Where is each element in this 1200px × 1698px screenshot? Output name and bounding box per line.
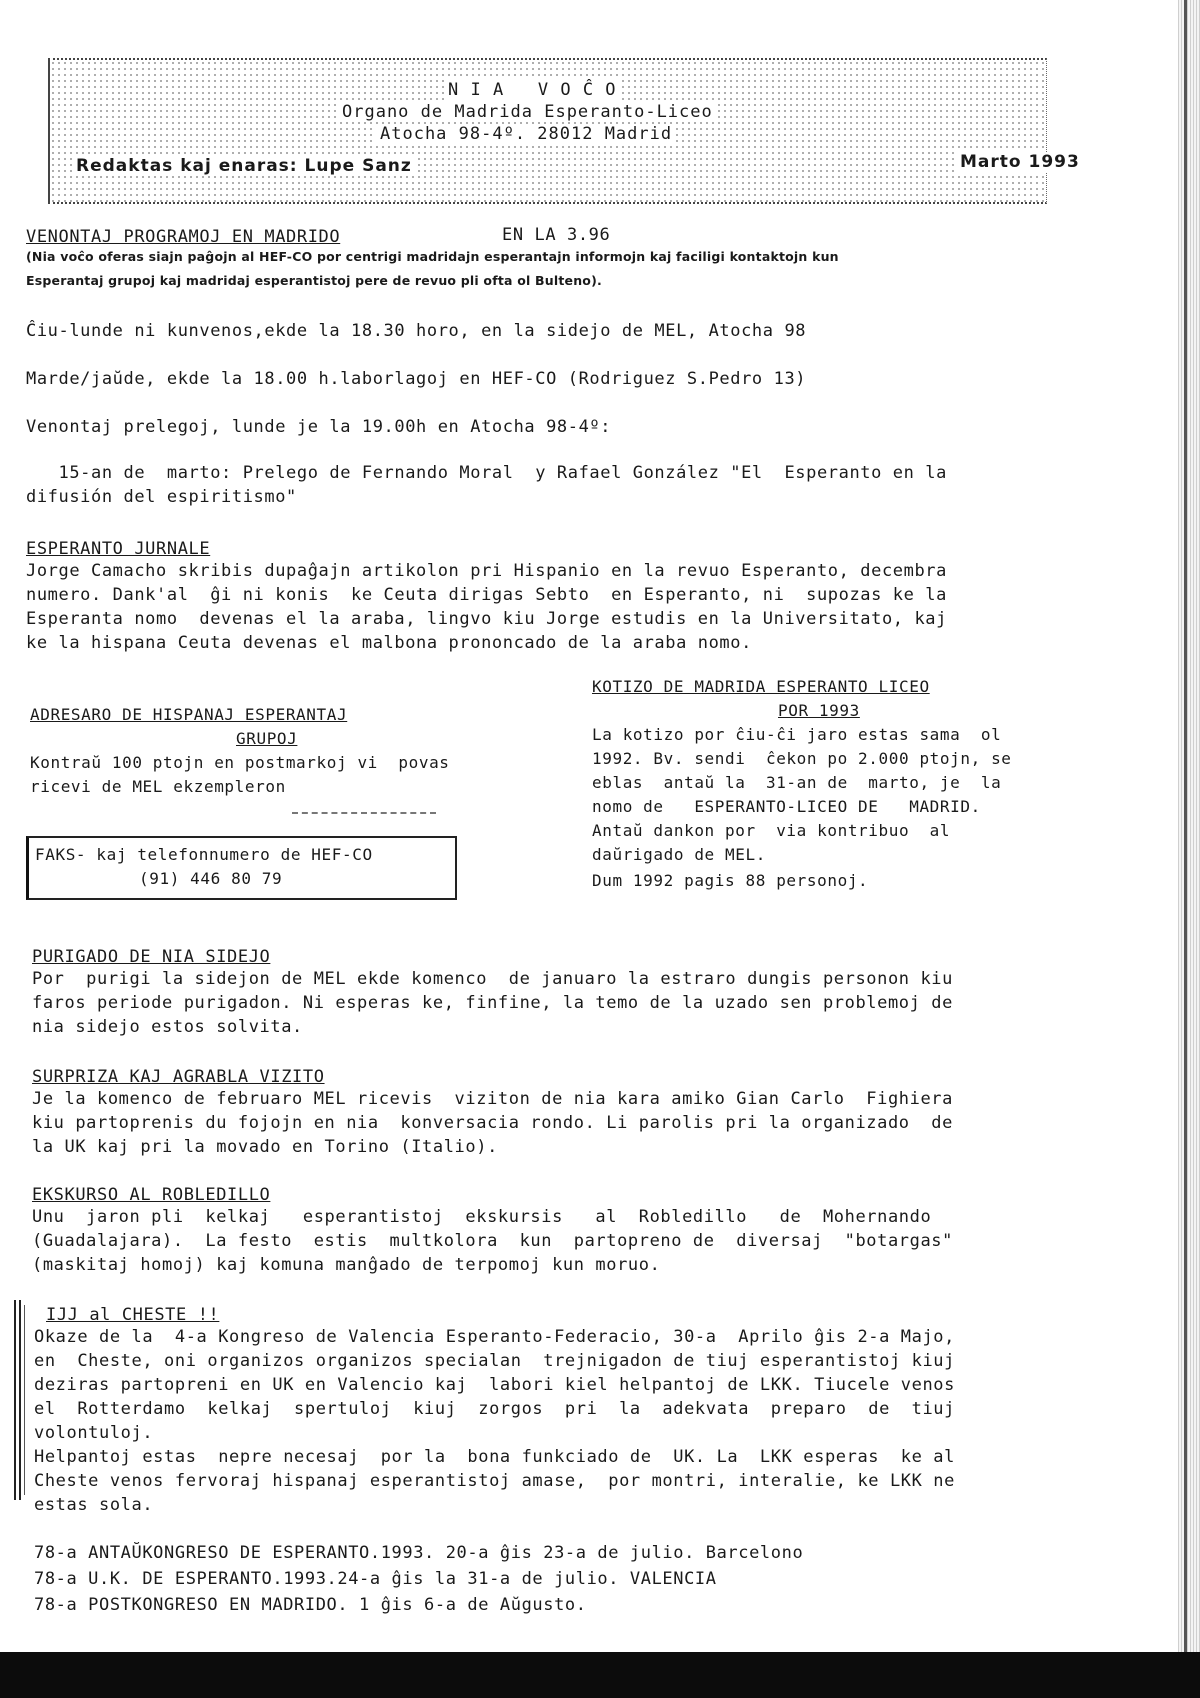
masthead-subtitle: Organo de Madrida Esperanto-Liceo	[338, 102, 717, 122]
surpriza-line: la UK kaj pri la movado en Torino (Italio).	[32, 1137, 498, 1157]
event-line: 78-a U.K. DE ESPERANTO.1993.24-a ĝis la 31-a de julio. VALENCIA	[34, 1569, 717, 1589]
purigado-line: nia sidejo estos solvita.	[32, 1017, 303, 1037]
masthead-date: Marto 1993	[956, 152, 1084, 172]
cheste-line: Okaze de la 4-a Kongreso de Valencia Esperanto-Federacio, 30-a Aprilo ĝis 2-a Majo,	[34, 1327, 955, 1347]
programs-heading: VENONTAJ PROGRAMOJ EN MADRIDO	[26, 227, 341, 247]
programs-note-line2: Esperantaj grupoj kaj madridaj esperantistoj pere de revuo pli ofta ol Bulteno).	[26, 273, 602, 288]
fax-box	[26, 836, 457, 900]
kotizo-line: daŭrigado de MEL.	[592, 845, 766, 864]
kotizo-line: nomo de ESPERANTO-LICEO DE MADRID.	[592, 797, 981, 816]
kotizo-line: eblas antaŭ la 31-an de marto, je la	[592, 773, 1002, 792]
cheste-line: Helpantoj estas nepre necesaj por la bona funkciado de UK. La LKK esperas ke al	[34, 1447, 955, 1467]
ekskurso-line: (Guadalajara). La festo estis multkolora kun partopreno de diversaj "botargas"	[32, 1231, 953, 1251]
kotizo-line: La kotizo por ĉiu-ĉi jaro estas sama ol	[592, 725, 1002, 744]
surpriza-line: kiu partoprenis du fojojn en nia konversacia rondo. Li parolis pri la organizado de	[32, 1113, 953, 1133]
page-edge	[1178, 0, 1200, 1698]
cheste-heading: IJJ al CHESTE !!	[46, 1305, 220, 1325]
journal-line: numero. Dank'al ĝi ni konis ke Ceuta dirigas Sebto en Esperanto, ni supozas ke la	[26, 585, 947, 605]
programs-note-line1: (Nia voĉo oferas siajn paĝojn al HEF-CO por centrigi madridajn esperantajn informojn kaj faciligi kontaktojn kun	[26, 249, 839, 264]
adresaro-heading: ADRESARO DE HISPANAJ ESPERANTAJ	[30, 705, 348, 724]
adresaro-line1: Kontraŭ 100 ptojn en postmarkoj vi povas	[30, 753, 450, 772]
surpriza-line: Je la komenco de februaro MEL ricevis viziton de nia kara amiko Gian Carlo Fighiera	[32, 1089, 953, 1109]
fax-line1: FAKS- kaj telefonnumero de HEF-CO	[35, 845, 373, 864]
adresaro-heading-groups: GRUPOJ	[236, 729, 298, 748]
cheste-line: volontuloj.	[34, 1423, 154, 1443]
programs-line1: Ĉiu-lunde ni kunvenos,ekde la 18.30 horo, en la sidejo de MEL, Atocha 98	[26, 321, 807, 341]
purigado-line: faros periode purigadon. Ni esperas ke, finfine, la temo de la uzado sen problemoj de	[32, 993, 953, 1013]
programs-line3: Venontaj prelegoj, lunde je la 19.00h en Atocha 98-4º:	[26, 417, 612, 437]
event-line: 78-a ANTAŬKONGRESO DE ESPERANTO.1993. 20-a ĝis 23-a de julio. Barcelono	[34, 1543, 804, 1563]
journal-heading: ESPERANTO JURNALE	[26, 539, 211, 559]
ekskurso-line: (maskitaj homoj) kaj komuna manĝado de terpomoj kun moruo.	[32, 1255, 661, 1275]
kotizo-line: Antaŭ dankon por via kontribuo al	[592, 821, 951, 840]
masthead-address: Atocha 98-4º. 28012 Madrid	[376, 124, 676, 144]
cheste-line: el Rotterdamo kelkaj spertuloj kiuj zorgos pri la adekvata preparo de tiuj	[34, 1399, 955, 1419]
kotizo-line: Dum 1992 pagis 88 personoj.	[592, 871, 869, 890]
margin-mark	[14, 1300, 16, 1500]
journal-line: Jorge Camacho skribis dupaĝajn artikolon pri Hispanio en la revuo Esperanto, decembra	[26, 561, 947, 581]
ekskurso-heading: EKSKURSO AL ROBLEDILLO	[32, 1185, 271, 1205]
margin-mark	[19, 1300, 21, 1500]
cheste-line: en Cheste, oni organizos organizos specialan trejnigadon de tiuj esperantistoj kiuj	[34, 1351, 955, 1371]
margin-mark	[24, 1305, 25, 1495]
masthead-editor: Redaktas kaj enaras: Lupe Sanz	[72, 156, 416, 176]
scan-border	[0, 1652, 1200, 1698]
kotizo-heading: KOTIZO DE MADRIDA ESPERANTO LICEO	[592, 677, 930, 696]
programs-line5: difusión del espiritismo"	[26, 487, 297, 507]
fax-line2: (91) 446 80 79	[139, 869, 283, 888]
journal-line: Esperanta nomo devenas el la araba, lingvo kiu Jorge estudis en la Universitato, kaj	[26, 609, 947, 629]
cheste-line: estas sola.	[34, 1495, 154, 1515]
programs-line4: 15-an de marto: Prelego de Fernando Moral y Rafael González "El Esperanto en la	[26, 463, 947, 483]
masthead-title: N I A V O Ĉ O	[444, 80, 621, 100]
kotizo-line: 1992. Bv. sendi ĉekon po 2.000 ptojn, se	[592, 749, 1012, 768]
programs-line2: Marde/jaŭde, ekde la 18.00 h.laborlagoj en HEF-CO (Rodriguez S.Pedro 13)	[26, 369, 807, 389]
surpriza-heading: SURPRIZA KAJ AGRABLA VIZITO	[32, 1067, 325, 1087]
purigado-heading: PURIGADO DE NIA SIDEJO	[32, 947, 271, 967]
journal-line: ke la hispana Ceuta devenas el malbona prononcado de la araba nomo.	[26, 633, 752, 653]
kotizo-heading-year: POR 1993	[778, 701, 860, 720]
ekskurso-line: Unu jaron pli kelkaj esperantistoj ekskursis al Robledillo de Mohernando	[32, 1207, 932, 1227]
adresaro-line2: ricevi de MEL ekzempleron	[30, 777, 286, 796]
divider	[292, 812, 436, 814]
cheste-line: Cheste venos fervoraj hispanaj esperantistoj amase, por montri, interalie, ke LKK ne	[34, 1471, 955, 1491]
cheste-line: deziras partopreni en UK en Valencio kaj labori kiel helpantoj de LKK. Tiucele venos	[34, 1375, 955, 1395]
event-line: 78-a POSTKONGRESO EN MADRIDO. 1 ĝis 6-a de Aŭgusto.	[34, 1595, 587, 1615]
programs-heading-right: EN LA 3.96	[502, 225, 611, 245]
purigado-line: Por purigi la sidejon de MEL ekde komenco de januaro la estraro dungis personon kiu	[32, 969, 953, 989]
masthead	[48, 58, 1080, 204]
